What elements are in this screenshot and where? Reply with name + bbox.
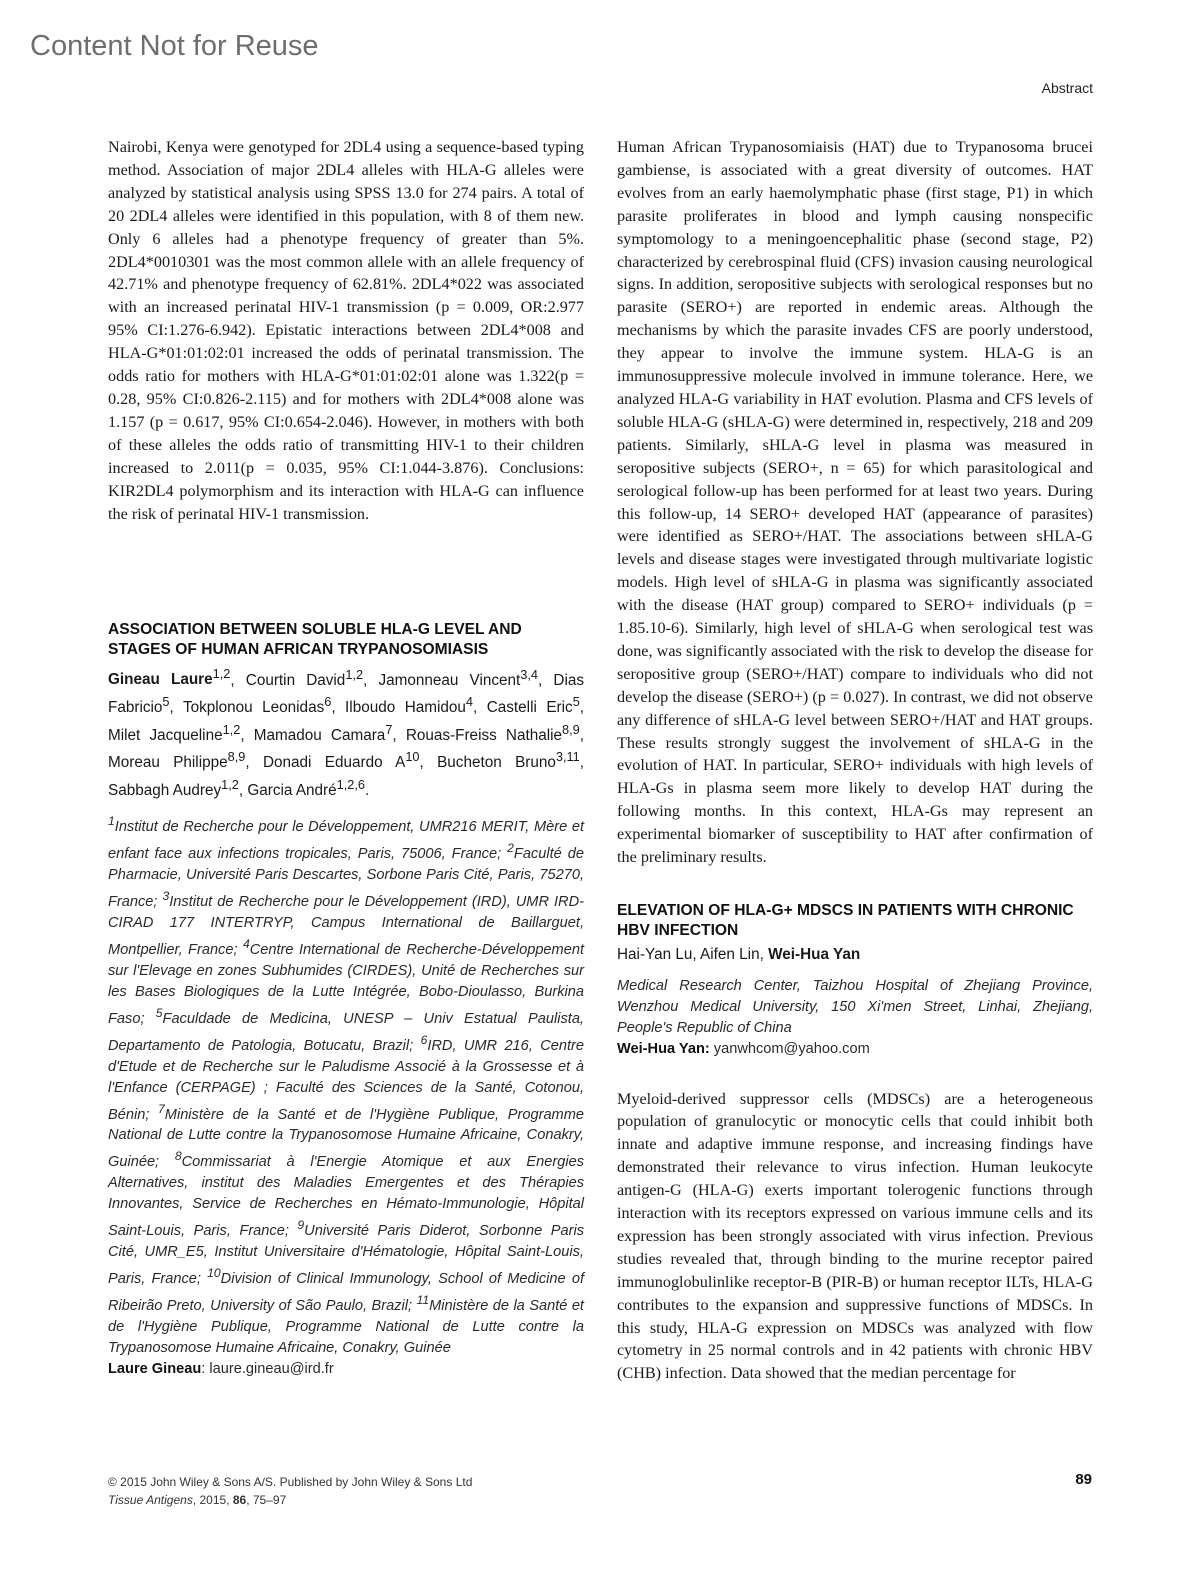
author-name: Jamonneau Vincent [378,671,521,689]
section-tag: Abstract [1041,80,1093,96]
author-name: Rouas-Freiss Nathalie [405,726,563,744]
article-title-2: ELEVATION OF HLA-G+ MDSCS IN PATIENTS WITH CHRONIC HBV INFECTION [617,902,1074,939]
correspondence: Laure Gineau: laure.gineau@ird.fr [108,1360,334,1377]
author-list-2: Hai-Yan Lu, Aifen Lin, Wei-Hua Yan [617,946,861,963]
affiliation-entry: Ministère de la Santé et de l'Hygiène Publique, Programme National de Lutte contre la Trypanosomose Humaine Africaine, Conakry, Guinée [108,1297,584,1356]
affiliation-entry: Commissariat à l'Energie Atomique et aux Energies Alternatives, institut des Maladies Emergentes et des Thérapies Innovantes, Service de Recherches en Hémato-Immunologie, Hôpital Saint-Louis, Paris, France; [108,1154,584,1240]
affiliation-entry: Université Paris Diderot, Sorbonne Paris Cité, UMR_E5, Institut Universitaire d'Hématologie, Hôpital Saint-Louis, Paris, France; [108,1223,584,1287]
author-name: Dias Fabricio [108,671,585,717]
watermark: Content Not for Reuse [30,30,319,62]
author-name: Bucheton Bruno [437,754,556,772]
author-list: Gineau Laure$^{1,2}$, Courtin David$^{1,2}$, Jamonneau Vincent$^{3,4}$, Dias Fabricio$^5$, Tokplonou Leonidas$^6$, Ilboudo Hamidou$^4$, Castelli Eric$^5$, Milet Jacqueline$^{1,2}$, Mamadou Camara$^7$, Rouas-Freiss Nathalie$^{8,9}$, Moreau Philippe$^{8,9}$, Donadi Eduardo $A^{10}$, Bucheton Bruno$^{3,11}$, Sabbagh Audrey$^{1,2}$, Garcia André$^{1,2,6}$. [108,666,585,799]
right-column [617,136,1093,1385]
affiliation-entry: IRD, UMR 216, Centre d'Etude et de Recherche sur le Paludisme Associé à la Grossesse et à l'Enfance (CERPAGE) ; Faculté des Sciences de la Santé, Cotonou, Bénin; [108,1037,584,1123]
affiliation-entry: Faculté de Pharmacie, Université Paris Descartes, Sorbone Paris Cité, Paris, 75270, France; [108,846,584,910]
footer-citation [108,1473,472,1509]
article-title: ASSOCIATION BETWEEN SOLUBLE HLA-G LEVEL AND STAGES OF HUMAN AFRICAN TRYPANOSOMIASIS [108,621,522,659]
corr-email[interactable]: laure.gineau@ird.fr [209,1360,334,1377]
left-column [108,136,584,1380]
affiliation-entry: Ministère de la Santé et de l'Hygiène Publique, Programme National de Lutte contre la Trypanosomose Humaine Africaine, Conakry, Guinée; [108,1106,584,1171]
copyright-line: © 2015 John Wiley & Sons A/S. Published by John Wiley & Sons Ltd [108,1475,473,1489]
affiliation-entry: Institut de Recherche pour le Développement (IRD), UMR IRD-CIRAD 177 INTERTRYP, Campus International de Baillarguet, Montpellier, France; [108,893,584,958]
author-name: Tokplonou Leonidas [182,699,325,717]
affiliation-entry: Faculdade de Medicina, UNESP – Univ Estatual Paulista, Departamento de Patologia, Botucatu, Brazil; [108,1010,584,1054]
author-name: Garcia André [247,781,337,799]
affiliations: $^1$Institut de Recherche pour le Développement, UMR216 MERIT, Mère et enfant face aux infections tropicales, Paris, 75006, France; $^2$Faculté de Pharmacie, Université Paris Descartes, Sorbone Paris Cité, Paris, 75270, France; $^3$Institut de Recherche pour le Développement (IRD), UMR IRD-CIRAD 177 INTERTRYP, Campus International de Baillarguet, Montpellier, France; $^4$Centre International de Recherche-Développement sur l'Elevage en zones Subhumides (CIRDES), Unité de Recherches sur les Bases Biologiques de la Lutte Intégrée, Bobo-Dioulasso, Burkina Faso; $^5$Faculdade de Medicina, UNESP – Univ Estatual Paulista, Departamento de Patologia, Botucatu, Brazil; $^6$IRD, UMR 216, Centre d'Etude et de Recherche sur le Paludisme Associé à la Grossesse et à l'Enfance (CERPAGE) ; Faculté des Sciences de la Santé, Cotonou, Bénin; $^7$Ministère de la Santé et de l'Hygiène Publique, Programme National de Lutte contre la Trypanosomose Humaine Africaine, Conakry, Guinée; $^8$Commissariat à l'Energie Atomique et aux Energies Alternatives, institut des Maladies Emergentes et des Thérapies Innovantes, Service de Recherches en Hémato-Immunologie, Hôpital Saint-Louis, Paris, France; $^9$Université Paris Diderot, Sorbonne Paris Cité, UMR_E5, Institut Universitaire d'Hématologie, Hôpital Saint-Louis, Paris, France; $^{10}$Division of Clinical Immunology, School of Medicine of Ribeirão Preto, University of São Paulo, Brazil; $^{11}$Ministère de la Santé et de l'Hygiène Publique, Programme National de Lutte contre la Trypanosomose Humaine Africaine, Conakry, Guinée [108,814,584,1356]
author-name: Sabbagh Audrey [108,781,222,799]
article-abstract-2: Myeloid-derived suppressor cells (MDSCs) are a heterogeneous population of granulocytic or monocytic cells that could inhibit both innate and adaptive immune response, and increasing findings have demonstrated their relevance to virus infection. Human leukocyte antigen-G (HLA-G) exerts important tolerogenic functions through interaction with its receptors expressed on various immune cells and its expression has been strongly associated with virus infection. Previous studies revealed that, through binding to the murine receptor paired immunoglobulinlike receptor-B (PIR-B) or human receptor ILTs, HLA-G contributes to the expansion and suppressive functions of MDSCs. In this study, HLA-G expression on MDSCs was analyzed with flow cytometry in 25 normal controls and in 42 patients with chronic HBV (CHB) infection. Data showed that the median percentage for [617,1089,1093,1383]
affiliation-entry: Division of Clinical Immunology, School of Medicine of Ribeirão Preto, University of São Paulo, Brazil; [108,1270,584,1314]
author-name: Castelli Eric [486,699,573,717]
journal-line: Tissue Antigens, 2015, 86, 75–97 [108,1493,287,1507]
correspondence-2: Wei-Hua Yan: yanwhcom@yahoo.com [617,1040,870,1057]
abstract-continuation: Nairobi, Kenya were genotyped for 2DL4 using a sequence-based typing method. Association of major 2DL4 alleles with HLA-G alleles were analyzed by statistical analysis using SPSS 13.0 for 274 pairs. A total of 20 2DL4 alleles were identified in this population, with 8 of them new. Only 6 alleles had a phenotype frequency of greater than 5%. 2DL4*0010301 was the most common allele with an allele frequency of 42.71% and phenotype frequency of 62.81%. 2DL4*022 was associated with an increased perinatal HIV-1 transmission (p = 0.009, OR:2.977 95% CI:1.276-6.942). Epistatic interactions between 2DL4*008 and HLA-G*01:01:02:01 increased the odds of perinatal transmission. The odds ratio for mothers with HLA-G*01:01:02:01 alone was 1.322(p = 0.28, 95% CI:0.826-2.115) and for mothers with 2DL4*008 alone was 1.157 (p = 0.617, 95% CI:0.654-2.046). However, in mothers with both of these alleles the odds ratio of transmitting HIV-1 to their children increased to 2.011(p = 0.035, 95% CI:1.044-3.876). Conclusions: KIR2DL4 polymorphism and its interaction with HLA-G can influence the risk of perinatal HIV-1 transmission. [108,138,584,523]
author-name: Milet Jacqueline [108,726,223,744]
affiliation-entry: Centre International de Recherche-Développement sur l'Elevage en zones Subhumides (CIRDES), Unité de Recherches sur les Bases Biologiques de la Lutte Intégrée, Bobo-Dioulasso, Burkina Faso; [108,941,584,1027]
affiliation-entry: Institut de Recherche pour le Développement, UMR216 MERIT, Mère et enfant face aux infections tropicales, Paris, 75006, France; [108,819,584,863]
article-abstract: Human African Trypanosomiaisis (HAT) due to Trypanosoma brucei gambiense, is associated with a great diversity of outcomes. HAT evolves from an early haemolymphatic phase (first stage, P1) in which parasite proliferates in blood and lymph causing nonspecific symptomology to a meningoencephalitic phase (second stage, P2) characterized by cerebrospinal fluid (CFS) invasion causing neurological signs. In addition, seropositive subjects with serological responses but no parasite (SERO+) are reported in endemic areas. Although the mechanisms by which the parasite invades CFS are poorly understood, they appear to involve the immune system. HLA-G is an immunosuppressive molecule involved in immune tolerance. Here, we analyzed HLA-G variability in HAT evolution. Plasma and CFS levels of soluble HLA-G (sHLA-G) were determined in, respectively, 218 and 209 patients. Similarly, sHLA-G level in plasma was measured in seropositive subjects (SERO+, n = 65) for which parasitological and serological follow-up has been performed for at least two years. During this follow-up, 14 SERO+ developed HAT (appearance of parasites) were identified as SERO+/HAT. The associations between sHLA-G levels and disease stages were investigated through multivariate logistic models. High level of sHLA-G in plasma was significantly associated with the disease (HAT group) compared to SERO+ individuals (p = 1.85.10-6). Similarly, high level of sHLA-G when serological test was done, was significantly associated with the risk to develop the disease for seropositive group (SERO+/HAT) compare to individuals who did not develop the disease (SERO+) (p = 0.027). In contrast, we did not observe any difference of sHLA-G level between SERO+/HAT and HAT groups. These results strongly suggest the involvement of sHLA-G in the evolution of HAT. In particular, SERO+ individuals with high levels of HLA-Gs in plasma seem more likely to develop HAT during the following months. In this context, HLA-Gs may represent an experimental biomarker of susceptibility to HAT after confirmation of the preliminary results. [617,138,1093,867]
author-name: Ilboudo Hamidou [345,699,466,717]
corr-email-2[interactable]: yanwhcom@yahoo.com [713,1040,870,1057]
author-name: Mamadou Camara [253,726,386,744]
affiliation-2: Medical Research Center, Taizhou Hospital of Zhejiang Province, Wenzhou Medical University, 150 Xi'men Street, Linhai, Zhejiang, People's Republic of China [617,977,1093,1036]
author-name: Courtin David [245,671,346,689]
page-number: 89 [1075,1471,1092,1488]
corr-name: Laure Gineau [108,1360,202,1377]
author-name: Moreau Philippe [108,754,228,772]
lead-author: Gineau Laure [108,671,213,689]
author-name: Donadi Eduardo A [262,754,406,772]
